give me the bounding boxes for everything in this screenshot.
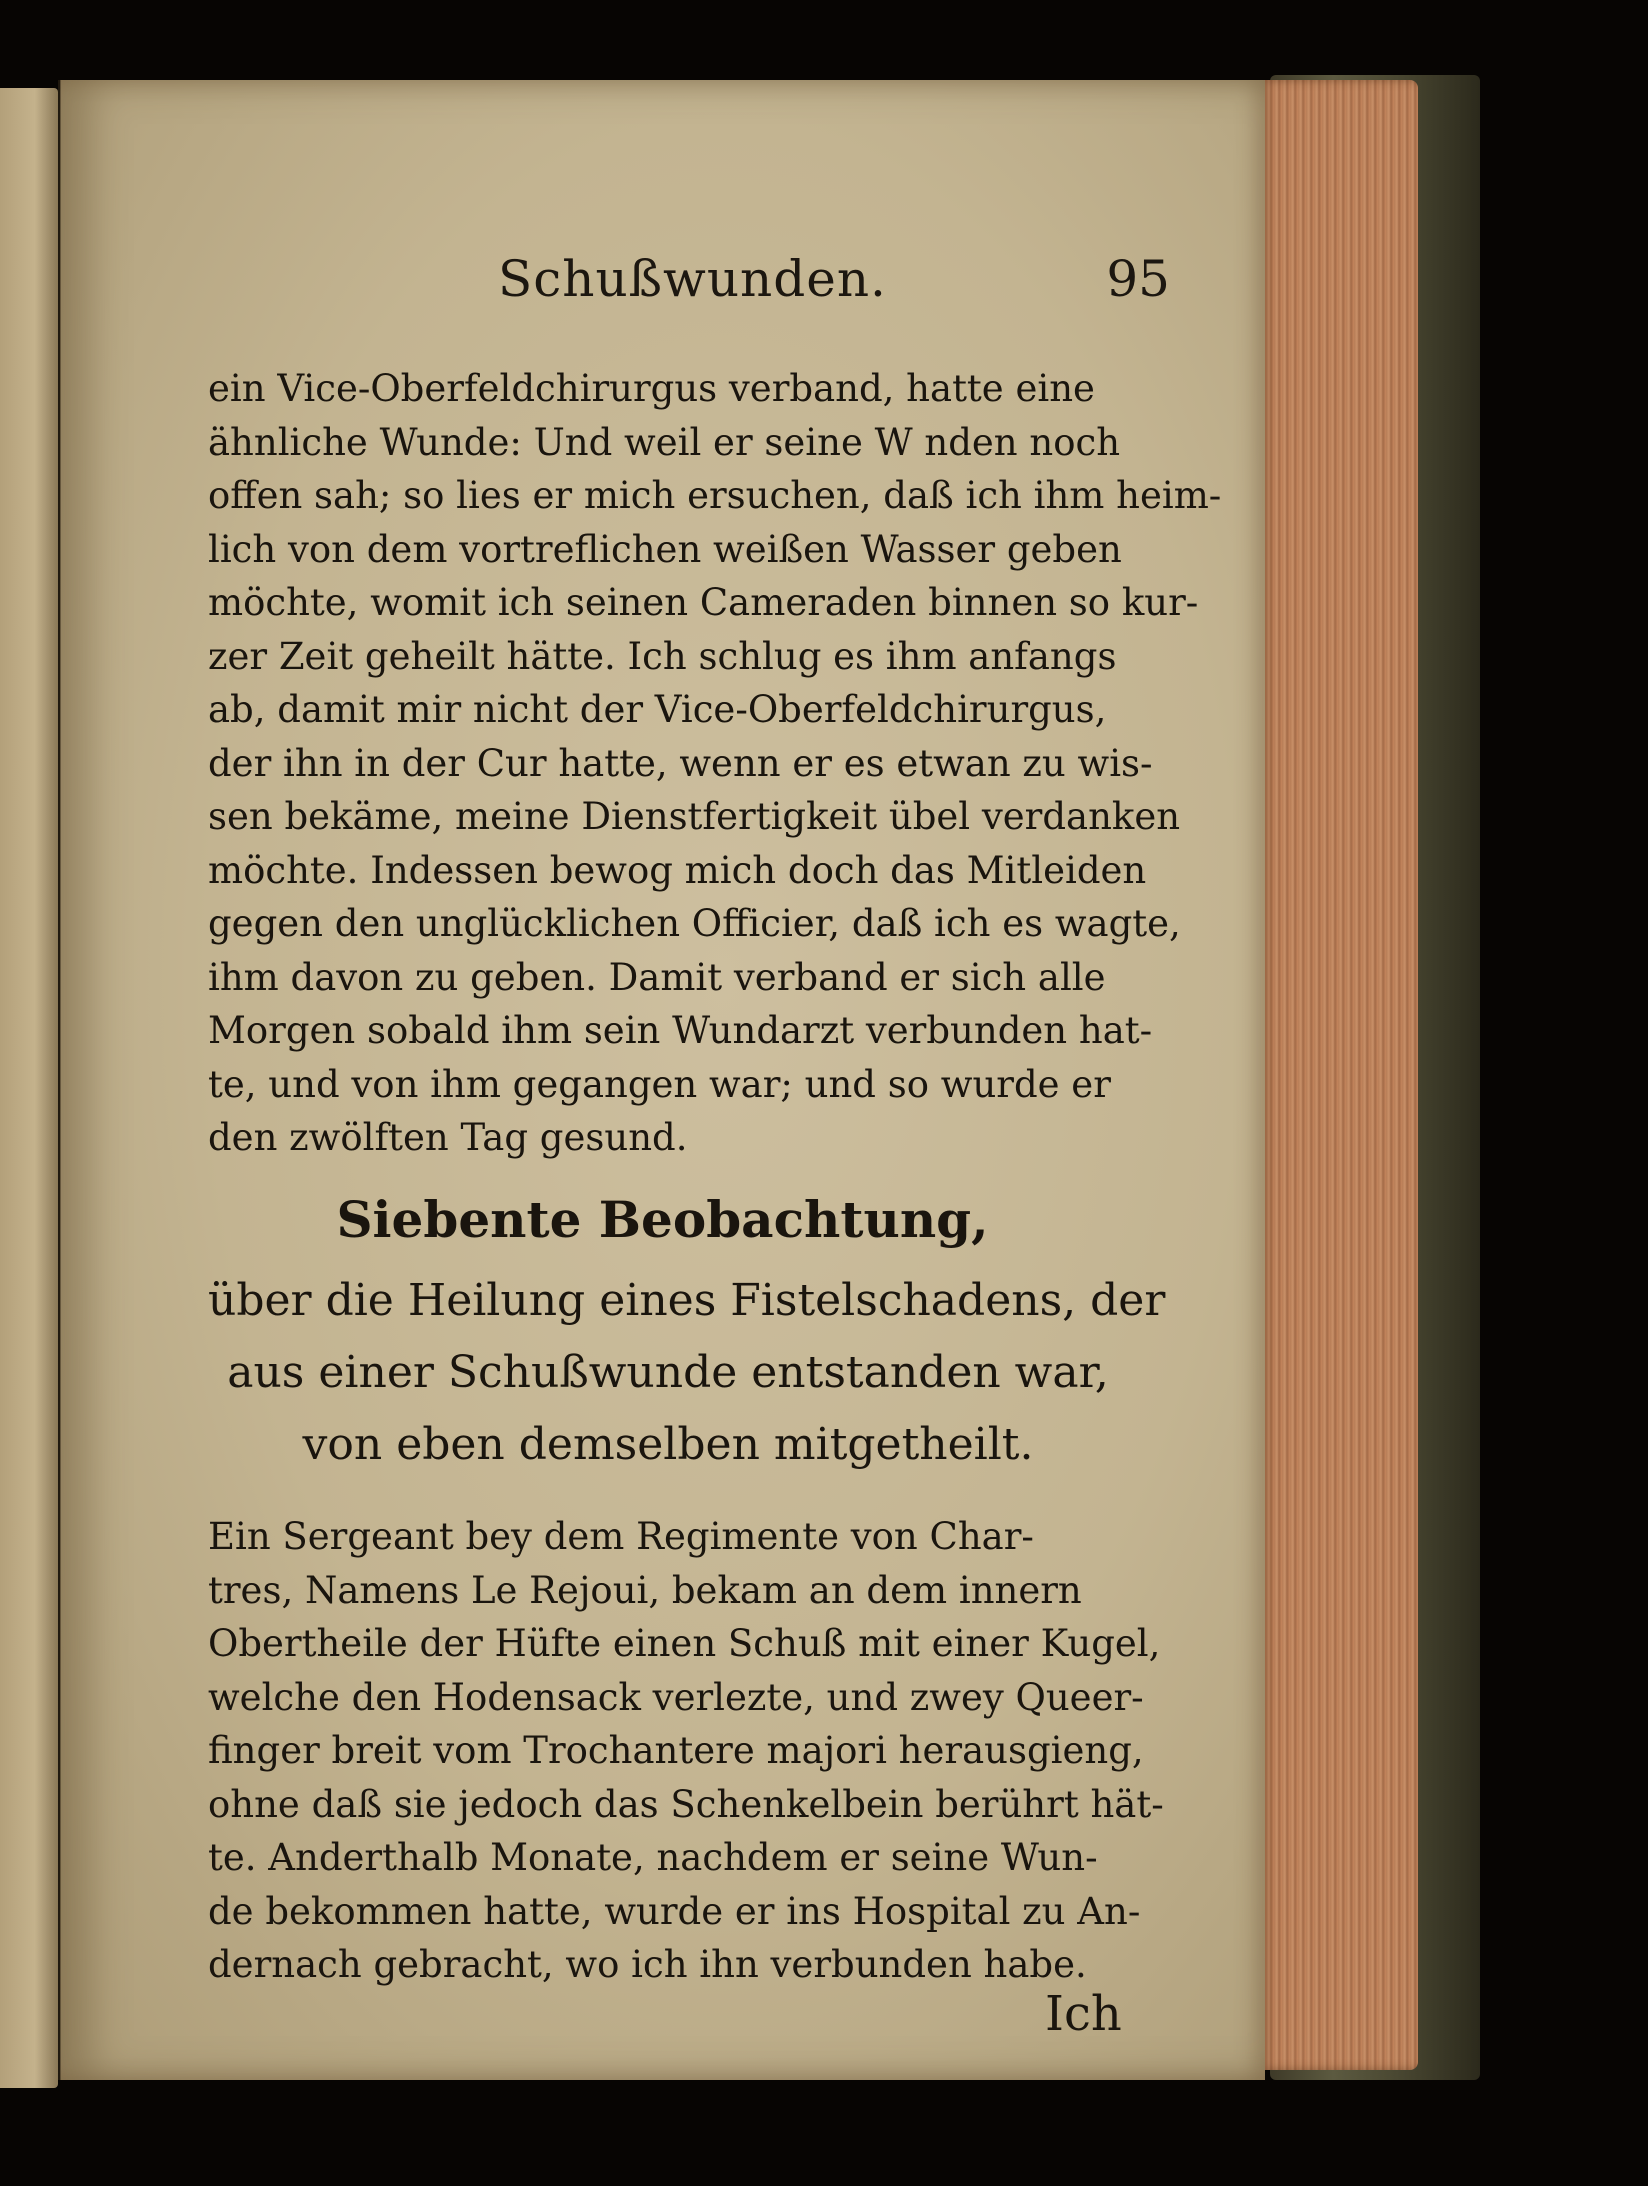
text-line: ab, damit mir nicht der Vice-Oberfeldchirurgus, (208, 688, 1107, 731)
paragraph-body (208, 1510, 1164, 1992)
text-line: de bekommen hatte, wurde er ins Hospital zu An- (208, 1889, 1141, 1933)
catchword: Ich (1045, 1986, 1122, 2042)
left-page-edge (0, 88, 58, 2088)
text-line: Ein Sergeant bey dem Regimente von Char- (208, 1515, 1034, 1558)
text-line: te. Anderthalb Monate, nachdem er seine Wun- (208, 1836, 1098, 1879)
text-line: welche den Hodensack verlezte, und zwey Queer- (208, 1675, 1144, 1719)
section-heading: Siebente Beobachtung, (336, 1190, 989, 1249)
text-line: Obertheile der Hüfte einen Schuß mit einer Kugel, (208, 1622, 1161, 1665)
text-line: ihm davon zu geben. Damit verband er sich alle (208, 955, 1106, 999)
text-line: te, und von ihm gegangen war; und so wurde er (208, 1062, 1111, 1106)
section-subheading (208, 1265, 1166, 1481)
page-edges (1258, 80, 1418, 2070)
text-line: möchte. Indessen bewog mich doch das Mitleiden (208, 848, 1147, 892)
gutter-shadow (58, 80, 61, 2080)
text-line: ein Vice-Oberfeldchirurgus verband, hatte eine (208, 367, 1095, 410)
text-line: der ihn in der Cur hatte, wenn er es etwan zu wis- (208, 741, 1153, 785)
book-page (60, 80, 1265, 2080)
text-line: tres, Namens Le Rejoui, bekam an dem innern (208, 1568, 1082, 1612)
text-line: offen sah; so lies er mich ersuchen, daß ich ihm heim- (208, 474, 1222, 517)
text-line: Morgen sobald ihm sein Wundarzt verbunden hat- (208, 1009, 1153, 1052)
text-line: möchte, womit ich seinen Cameraden binnen so kur- (208, 581, 1199, 624)
text-line: gegen den unglücklichen Officier, daß ich es wagte, (208, 902, 1181, 945)
running-head (160, 250, 1170, 320)
subheading-line: über die Heilung eines Fistelschadens, der (208, 1275, 1166, 1326)
text-line: lich von dem vortreflichen weißen Wasser geben (208, 527, 1122, 571)
text-line: finger breit vom Trochantere majori herausgieng, (208, 1729, 1144, 1772)
text-line: sen bekäme, meine Dienstfertigkeit übel verdanken (208, 795, 1181, 838)
text-line: ohne daß sie jedoch das Schenkelbein berührt hät- (208, 1782, 1164, 1826)
text-line: ähnliche Wunde: Und weil er seine W nden noch (208, 420, 1121, 464)
subheading-line: von eben demselben mitgetheilt. (302, 1419, 1034, 1470)
subheading-line: aus einer Schußwunde entstanden war, (227, 1347, 1109, 1398)
text-line: zer Zeit geheilt hätte. Ich schlug es ihm anfangs (208, 634, 1117, 678)
text-line: den zwölften Tag gesund. (208, 1116, 688, 1159)
page-number: 95 (1106, 250, 1170, 308)
running-title: Schußwunden. (498, 250, 887, 308)
text-line: dernach gebracht, wo ich ihn verbunden habe. (208, 1943, 1087, 1986)
paragraph-continuation (208, 362, 1222, 1165)
